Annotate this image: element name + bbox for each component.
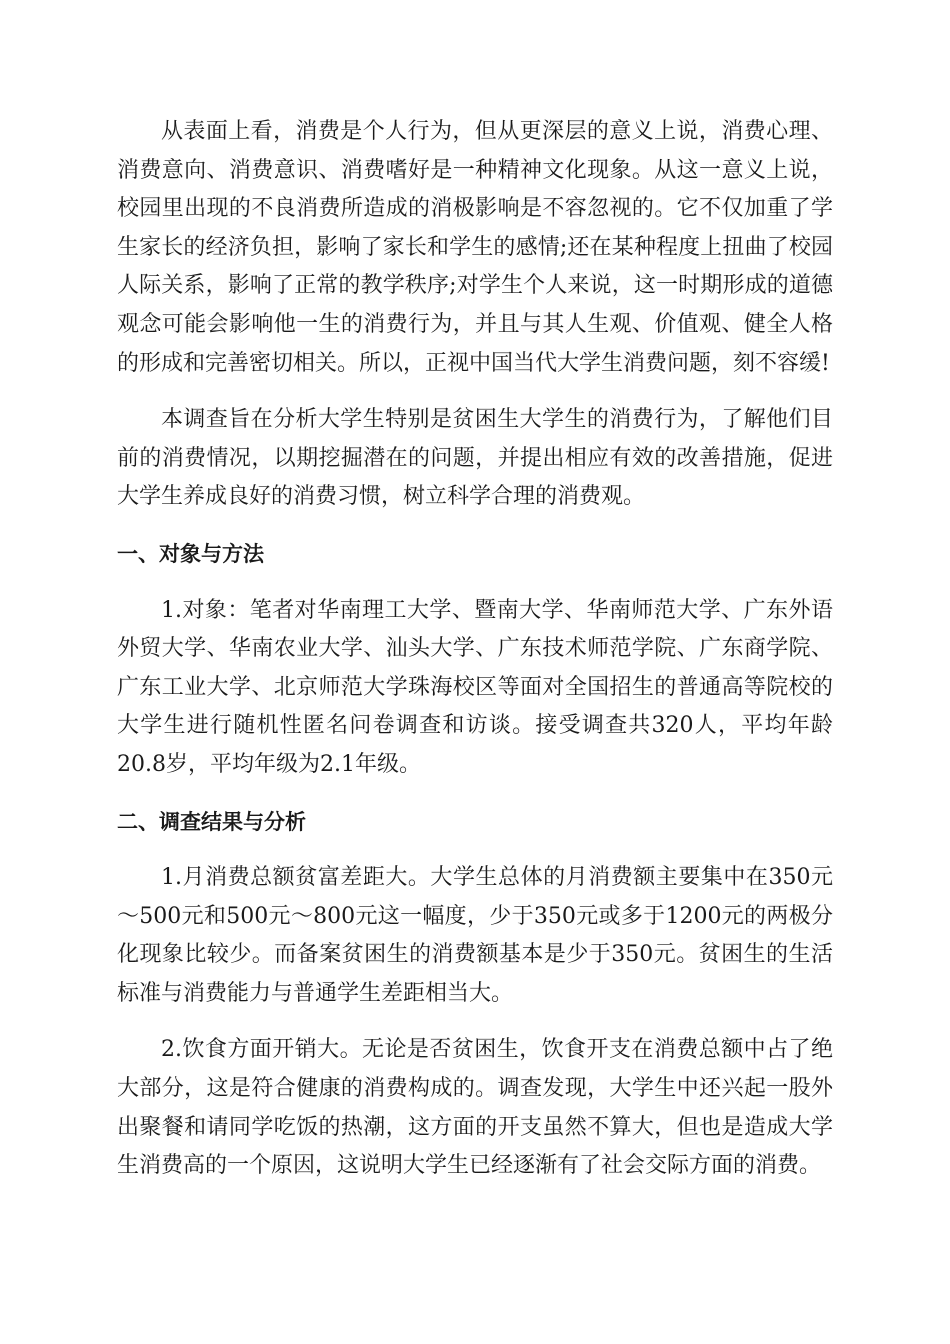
section-heading-subjects-methods: 一、对象与方法: [117, 541, 264, 566]
section-heading-results-analysis: 二、调查结果与分析: [117, 809, 306, 834]
result-monthly-consumption-paragraph: 1.月消费总额贫富差距大。大学生总体的月消费额主要集中在350元～500元和500元～800元这一幅度，少于350元或多于1200元的两极分化现象比较少。而备案贫困生的消费额基本是少于350元。贫困生的生活标准与消费能力与普通学生差距相当大。: [117, 865, 833, 1006]
purpose-paragraph: 本调查旨在分析大学生特别是贫困生大学生的消费行为，了解他们目前的消费情况，以期挖掘潜在的问题，并提出相应有效的改善措施，促进大学生养成良好的消费习惯，树立科学合理的消费观。: [117, 407, 833, 510]
result-food-expense-paragraph: 2.饮食方面开销大。无论是否贫困生，饮食开支在消费总额中占了绝大部分，这是符合健康的消费构成的。调查发现，大学生中还兴起一股外出聚餐和请同学吃饭的热潮，这方面的开支虽然不算大，但也是造成大学生消费高的一个原因，这说明大学生已经逐渐有了社会交际方面的消费。: [117, 1037, 833, 1179]
intro-paragraph: 从表面上看，消费是个人行为，但从更深层的意义上说，消费心理、消费意向、消费意识、消费嗜好是一种精神文化现象。从这一意义上说，校园里出现的不良消费所造成的消极影响是不容忽视的。它不仅加重了学生家长的经济负担，影响了家长和学生的感情;还在某种程度上扭曲了校园人际关系，影响了正常的教学秩序;对学生个人来说，这一时期形成的道德观念可能会影响他一生的消费行为，并且与其人生观、价值观、健全人格的形成和完善密切相关。所以，正视中国当代大学生消费问题，刻不容缓!: [117, 119, 833, 376]
document-page: [117, 113, 833, 1204]
subjects-paragraph: 1.对象：笔者对华南理工大学、暨南大学、华南师范大学、广东外语外贸大学、华南农业大学、汕头大学、广东技术师范学院、广东商学院、广东工业大学、北京师范大学珠海校区等面对全国招生的普通高等院校的大学生进行随机性匿名问卷调查和访谈。接受调查共320人，平均年龄20.8岁，平均年级为2.1年级。: [117, 597, 833, 777]
